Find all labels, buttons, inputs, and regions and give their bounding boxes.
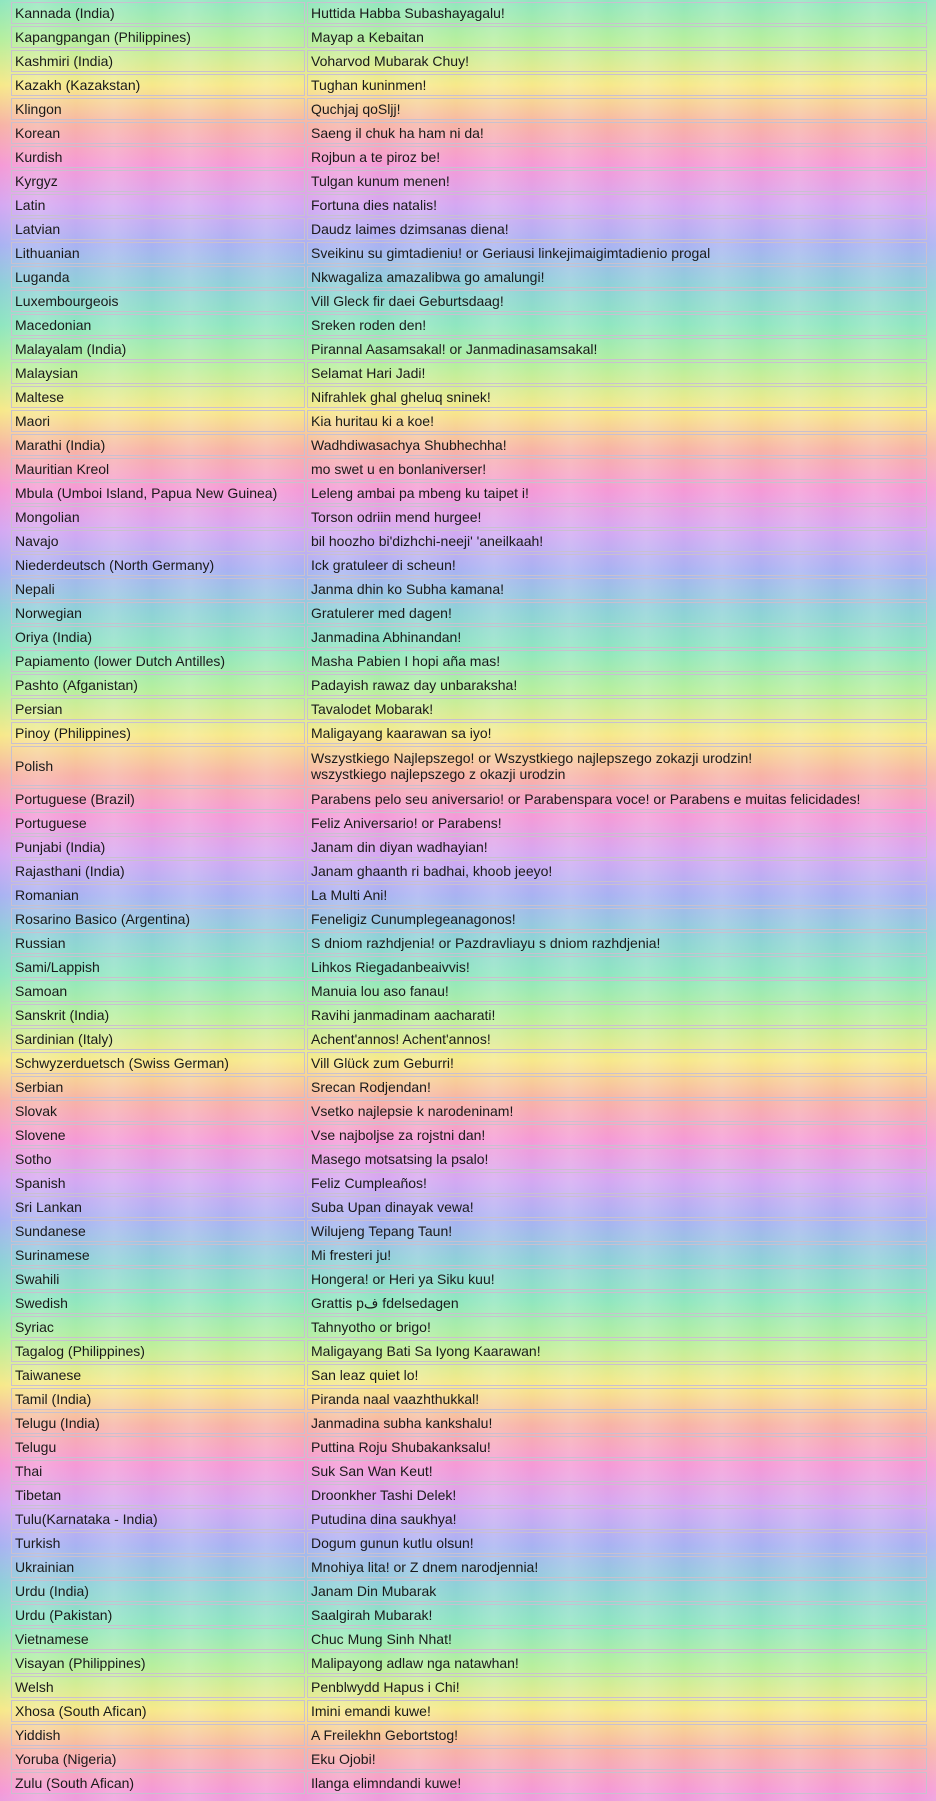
greeting-cell: Tughan kuninmen! <box>307 74 927 96</box>
table-row <box>11 146 927 168</box>
table-row <box>11 1436 927 1458</box>
table-row <box>11 1364 927 1386</box>
language-cell: Vietnamese <box>11 1628 305 1650</box>
table-row <box>11 1724 927 1746</box>
greeting-cell: Mnohiya lita! or Z dnem narodjennia! <box>307 1556 927 1578</box>
greeting-cell: Wszystkiego Najlepszego! or Wszystkiego najlepszego zokazji urodzin! wszystkiego najlepszego z okazji urodzin <box>307 746 927 786</box>
table-row <box>11 1028 927 1050</box>
greeting-cell: Janam ghaanth ri badhai, khoob jeeyo! <box>307 860 927 882</box>
table-row <box>11 362 927 384</box>
greeting-cell: Droonkher Tashi Delek! <box>307 1484 927 1506</box>
greetings-table <box>9 0 929 1796</box>
greeting-cell: Leleng ambai pa mbeng ku taipet i! <box>307 482 927 504</box>
greeting-cell: Hongera! or Heri ya Siku kuu! <box>307 1268 927 1290</box>
greeting-cell: Nifrahlek ghal gheluq sninek! <box>307 386 927 408</box>
table-row <box>11 1340 927 1362</box>
greeting-cell: Putudina dina saukhya! <box>307 1508 927 1530</box>
greeting-cell: Janam Din Mubarak <box>307 1580 927 1602</box>
language-cell: Visayan (Philippines) <box>11 1652 305 1674</box>
language-cell: Spanish <box>11 1172 305 1194</box>
greetings-table-body <box>11 2 927 1794</box>
language-cell: Maltese <box>11 386 305 408</box>
language-cell: Mbula (Umboi Island, Papua New Guinea) <box>11 482 305 504</box>
language-cell: Russian <box>11 932 305 954</box>
table-row <box>11 1004 927 1026</box>
greeting-cell: Wadhdiwasachya Shubhechha! <box>307 434 927 456</box>
language-cell: Malayalam (India) <box>11 338 305 360</box>
greeting-cell: Maligayang kaarawan sa iyo! <box>307 722 927 744</box>
table-row <box>11 338 927 360</box>
language-cell: Niederdeutsch (North Germany) <box>11 554 305 576</box>
table-row <box>11 122 927 144</box>
language-cell: Swahili <box>11 1268 305 1290</box>
greeting-cell: San leaz quiet lo! <box>307 1364 927 1386</box>
table-row <box>11 884 927 906</box>
table-row <box>11 1508 927 1530</box>
language-cell: Maori <box>11 410 305 432</box>
table-row <box>11 1460 927 1482</box>
table-row <box>11 26 927 48</box>
table-row <box>11 1772 927 1794</box>
table-row <box>11 194 927 216</box>
greeting-cell: Gratulerer med dagen! <box>307 602 927 624</box>
greeting-cell: Suk San Wan Keut! <box>307 1460 927 1482</box>
greeting-cell: Masego motsatsing la psalo! <box>307 1148 927 1170</box>
table-row <box>11 1412 927 1434</box>
table-row <box>11 506 927 528</box>
table-row <box>11 1676 927 1698</box>
table-row <box>11 578 927 600</box>
greeting-cell: bil hoozho bi'dizhchi-neeji' 'aneilkaah! <box>307 530 927 552</box>
greeting-cell: Torson odriin mend hurgee! <box>307 506 927 528</box>
table-row <box>11 1220 927 1242</box>
language-cell: Welsh <box>11 1676 305 1698</box>
greeting-cell: Fortuna dies natalis! <box>307 194 927 216</box>
greeting-cell: Rojbun a te piroz be! <box>307 146 927 168</box>
greeting-cell: Tahnyotho or brigo! <box>307 1316 927 1338</box>
table-row <box>11 218 927 240</box>
language-cell: Navajo <box>11 530 305 552</box>
greeting-cell: Padayish rawaz day unbaraksha! <box>307 674 927 696</box>
language-cell: Slovene <box>11 1124 305 1146</box>
greeting-cell: Feliz Aniversario! or Parabens! <box>307 812 927 834</box>
greeting-cell: Quchjaj qoSljj! <box>307 98 927 120</box>
language-cell: Mongolian <box>11 506 305 528</box>
table-row <box>11 908 927 930</box>
language-cell: Yoruba (Nigeria) <box>11 1748 305 1770</box>
table-row <box>11 1556 927 1578</box>
language-cell: Romanian <box>11 884 305 906</box>
table-row <box>11 74 927 96</box>
language-cell: Persian <box>11 698 305 720</box>
greeting-cell: Janma dhin ko Subha kamana! <box>307 578 927 600</box>
greeting-cell: Daudz laimes dzimsanas diena! <box>307 218 927 240</box>
greeting-cell: Vsetko najlepsie k narodeninam! <box>307 1100 927 1122</box>
table-row <box>11 1316 927 1338</box>
greeting-cell: Vill Gleck fir daei Geburtsdaag! <box>307 290 927 312</box>
language-cell: Luganda <box>11 266 305 288</box>
language-cell: Thai <box>11 1460 305 1482</box>
language-cell: Punjabi (India) <box>11 836 305 858</box>
language-cell: Schwyzerduetsch (Swiss German) <box>11 1052 305 1074</box>
language-cell: Tulu(Karnataka - India) <box>11 1508 305 1530</box>
language-cell: Sardinian (Italy) <box>11 1028 305 1050</box>
greeting-cell: Sreken roden den! <box>307 314 927 336</box>
language-cell: Sanskrit (India) <box>11 1004 305 1026</box>
language-cell: Luxembourgeois <box>11 290 305 312</box>
greeting-cell: mo swet u en bonlaniverser! <box>307 458 927 480</box>
greeting-cell: A Freilekhn Gebortstog! <box>307 1724 927 1746</box>
greeting-cell: Parabens pelo seu aniversario! or Parabenspara voce! or Parabens e muitas felicidades! <box>307 788 927 810</box>
greeting-cell: Tavalodet Mobarak! <box>307 698 927 720</box>
table-row <box>11 314 927 336</box>
language-cell: Samoan <box>11 980 305 1002</box>
table-row <box>11 1052 927 1074</box>
table-row <box>11 1484 927 1506</box>
table-row <box>11 2 927 24</box>
language-cell: Pinoy (Philippines) <box>11 722 305 744</box>
language-cell: Tibetan <box>11 1484 305 1506</box>
language-cell: Slovak <box>11 1100 305 1122</box>
table-row <box>11 530 927 552</box>
table-row <box>11 980 927 1002</box>
greeting-cell: Sveikinu su gimtadieniu! or Geriausi linkejimaigimtadienio progal <box>307 242 927 264</box>
language-cell: Polish <box>11 746 305 786</box>
greeting-cell: Feneligiz Cunumplegeanagonos! <box>307 908 927 930</box>
language-cell: Sundanese <box>11 1220 305 1242</box>
language-cell: Surinamese <box>11 1244 305 1266</box>
language-cell: Sotho <box>11 1148 305 1170</box>
table-row <box>11 170 927 192</box>
language-cell: Kurdish <box>11 146 305 168</box>
language-cell: Urdu (Pakistan) <box>11 1604 305 1626</box>
language-cell: Urdu (India) <box>11 1580 305 1602</box>
language-cell: Malaysian <box>11 362 305 384</box>
greeting-cell: Maligayang Bati Sa Iyong Kaarawan! <box>307 1340 927 1362</box>
greeting-cell: Janam din diyan wadhayian! <box>307 836 927 858</box>
table-row <box>11 1124 927 1146</box>
table-row <box>11 1244 927 1266</box>
language-cell: Tamil (India) <box>11 1388 305 1410</box>
greeting-cell: Manuia lou aso fanau! <box>307 980 927 1002</box>
greeting-cell: Nkwagaliza amazalibwa go amalungi! <box>307 266 927 288</box>
table-row <box>11 1268 927 1290</box>
table-row <box>11 932 927 954</box>
table-row <box>11 698 927 720</box>
language-cell: Kannada (India) <box>11 2 305 24</box>
greeting-cell: Chuc Mung Sinh Nhat! <box>307 1628 927 1650</box>
greeting-cell: Ick gratuleer di scheun! <box>307 554 927 576</box>
table-row <box>11 482 927 504</box>
greeting-cell: Eku Ojobi! <box>307 1748 927 1770</box>
greeting-cell: Suba Upan dinayak vewa! <box>307 1196 927 1218</box>
greeting-cell: Malipayong adlaw nga natawhan! <box>307 1652 927 1674</box>
table-row <box>11 650 927 672</box>
greeting-cell: Janmadina subha kankshalu! <box>307 1412 927 1434</box>
table-row <box>11 674 927 696</box>
greeting-cell: Masha Pabien I hopi aña mas! <box>307 650 927 672</box>
table-row <box>11 98 927 120</box>
table-row <box>11 50 927 72</box>
greeting-cell: Lihkos Riegadanbeaivvis! <box>307 956 927 978</box>
table-row <box>11 602 927 624</box>
greeting-cell: Grattis pف fdelsedagen <box>307 1292 927 1314</box>
language-cell: Rosarino Basico (Argentina) <box>11 908 305 930</box>
greeting-cell: Huttida Habba Subashayagalu! <box>307 2 927 24</box>
table-row <box>11 860 927 882</box>
table-row <box>11 1700 927 1722</box>
language-cell: Latvian <box>11 218 305 240</box>
language-cell: Yiddish <box>11 1724 305 1746</box>
language-cell: Kapangpangan (Philippines) <box>11 26 305 48</box>
language-cell: Korean <box>11 122 305 144</box>
table-row <box>11 554 927 576</box>
greeting-cell: Vse najboljse za rojstni dan! <box>307 1124 927 1146</box>
table-row <box>11 1172 927 1194</box>
language-cell: Swedish <box>11 1292 305 1314</box>
table-row <box>11 290 927 312</box>
language-cell: Lithuanian <box>11 242 305 264</box>
greeting-cell: Piranda naal vaazhthukkal! <box>307 1388 927 1410</box>
language-cell: Nepali <box>11 578 305 600</box>
language-cell: Ukrainian <box>11 1556 305 1578</box>
language-cell: Oriya (India) <box>11 626 305 648</box>
table-row <box>11 1604 927 1626</box>
language-cell: Serbian <box>11 1076 305 1098</box>
table-row <box>11 1100 927 1122</box>
table-row <box>11 722 927 744</box>
table-row <box>11 242 927 264</box>
language-cell: Portuguese <box>11 812 305 834</box>
greeting-cell: Srecan Rodjendan! <box>307 1076 927 1098</box>
language-cell: Sri Lankan <box>11 1196 305 1218</box>
greeting-cell: Mi fresteri ju! <box>307 1244 927 1266</box>
table-row <box>11 746 927 786</box>
greeting-cell: Kia huritau ki a koe! <box>307 410 927 432</box>
greeting-cell: Wilujeng Tepang Taun! <box>307 1220 927 1242</box>
greeting-cell: Mayap a Kebaitan <box>307 26 927 48</box>
table-row <box>11 1748 927 1770</box>
greeting-cell: Vill Glück zum Geburri! <box>307 1052 927 1074</box>
table-row <box>11 836 927 858</box>
language-cell: Sami/Lappish <box>11 956 305 978</box>
language-cell: Macedonian <box>11 314 305 336</box>
language-cell: Syriac <box>11 1316 305 1338</box>
greeting-cell: Puttina Roju Shubakanksalu! <box>307 1436 927 1458</box>
language-cell: Latin <box>11 194 305 216</box>
table-row <box>11 1292 927 1314</box>
greeting-cell: Ravihi janmadinam aacharati! <box>307 1004 927 1026</box>
table-row <box>11 788 927 810</box>
greeting-cell: Saeng il chuk ha ham ni da! <box>307 122 927 144</box>
table-row <box>11 1532 927 1554</box>
table-row <box>11 1388 927 1410</box>
language-cell: Norwegian <box>11 602 305 624</box>
table-row <box>11 1652 927 1674</box>
greeting-cell: Dogum gunun kutlu olsun! <box>307 1532 927 1554</box>
language-cell: Papiamento (lower Dutch Antilles) <box>11 650 305 672</box>
greeting-cell: S dniom razhdjenia! or Pazdravliayu s dniom razhdjenia! <box>307 932 927 954</box>
greeting-cell: Tulgan kunum menen! <box>307 170 927 192</box>
greeting-cell: Imini emandi kuwe! <box>307 1700 927 1722</box>
greeting-cell: Voharvod Mubarak Chuy! <box>307 50 927 72</box>
table-row <box>11 266 927 288</box>
table-row <box>11 386 927 408</box>
greeting-cell: La Multi Ani! <box>307 884 927 906</box>
table-row <box>11 410 927 432</box>
language-cell: Tagalog (Philippines) <box>11 1340 305 1362</box>
language-cell: Marathi (India) <box>11 434 305 456</box>
language-cell: Xhosa (South Afican) <box>11 1700 305 1722</box>
greeting-cell: Janmadina Abhinandan! <box>307 626 927 648</box>
table-row <box>11 1580 927 1602</box>
greeting-cell: Achent'annos! Achent'annos! <box>307 1028 927 1050</box>
language-cell: Kashmiri (India) <box>11 50 305 72</box>
language-cell: Pashto (Afganistan) <box>11 674 305 696</box>
language-cell: Kazakh (Kazakstan) <box>11 74 305 96</box>
table-row <box>11 812 927 834</box>
language-cell: Portuguese (Brazil) <box>11 788 305 810</box>
greeting-cell: Ilanga elimndandi kuwe! <box>307 1772 927 1794</box>
language-cell: Taiwanese <box>11 1364 305 1386</box>
table-row <box>11 434 927 456</box>
table-row <box>11 1148 927 1170</box>
language-cell: Rajasthani (India) <box>11 860 305 882</box>
table-row <box>11 458 927 480</box>
language-cell: Turkish <box>11 1532 305 1554</box>
table-row <box>11 956 927 978</box>
greeting-cell: Feliz Cumpleaños! <box>307 1172 927 1194</box>
greeting-cell: Penblwydd Hapus i Chi! <box>307 1676 927 1698</box>
language-cell: Kyrgyz <box>11 170 305 192</box>
table-row <box>11 626 927 648</box>
greeting-cell: Saalgirah Mubarak! <box>307 1604 927 1626</box>
language-cell: Telugu (India) <box>11 1412 305 1434</box>
language-cell: Telugu <box>11 1436 305 1458</box>
greeting-cell: Selamat Hari Jadi! <box>307 362 927 384</box>
table-row <box>11 1196 927 1218</box>
language-cell: Mauritian Kreol <box>11 458 305 480</box>
table-row <box>11 1076 927 1098</box>
language-cell: Klingon <box>11 98 305 120</box>
language-cell: Zulu (South Afican) <box>11 1772 305 1794</box>
table-row <box>11 1628 927 1650</box>
greeting-cell: Pirannal Aasamsakal! or Janmadinasamsakal! <box>307 338 927 360</box>
